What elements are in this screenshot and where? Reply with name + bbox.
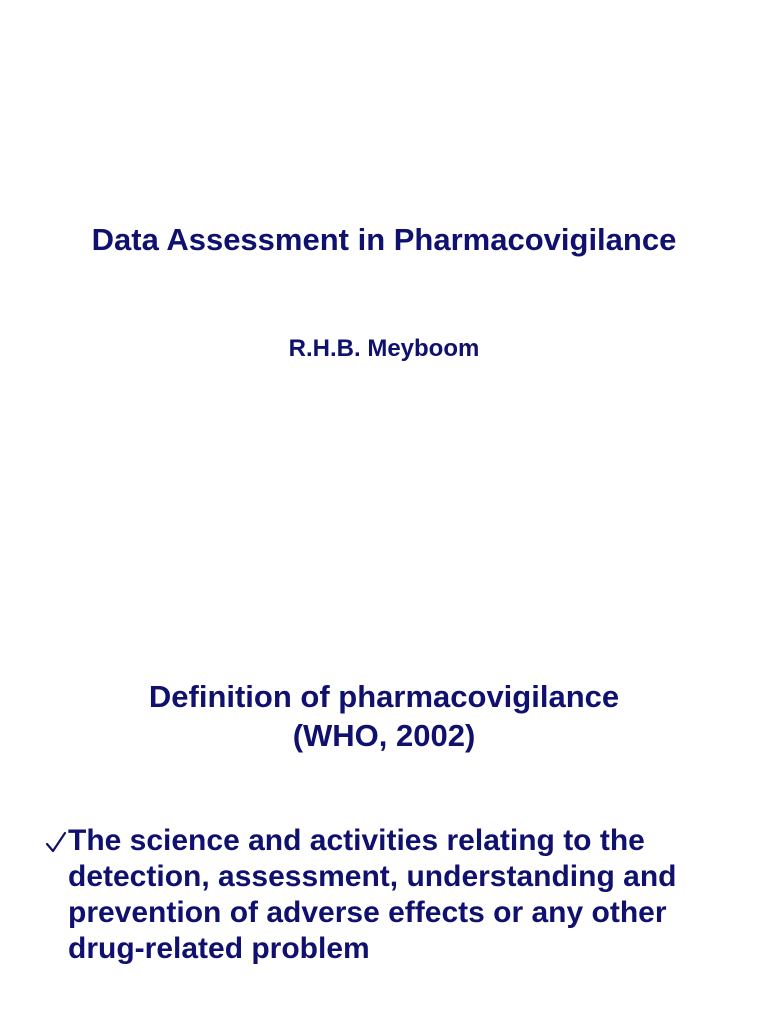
definition-slide (0, 512, 768, 1024)
definition-text: The science and activities relating to the detection, assessment, understanding and prevention of adverse effects or any other drug-related problem (68, 824, 677, 965)
author-name: R.H.B. Meyboom (288, 335, 480, 362)
presentation-title: Data Assessment in Pharmacovigilance (91, 222, 677, 257)
checkmark-icon (44, 825, 68, 859)
definition-bullet (44, 823, 744, 967)
definition-title (0, 677, 768, 755)
definition-title-line-2: (WHO, 2002) (292, 718, 476, 753)
definition-title-line-1: Definition of pharmacovigilance (148, 679, 620, 714)
